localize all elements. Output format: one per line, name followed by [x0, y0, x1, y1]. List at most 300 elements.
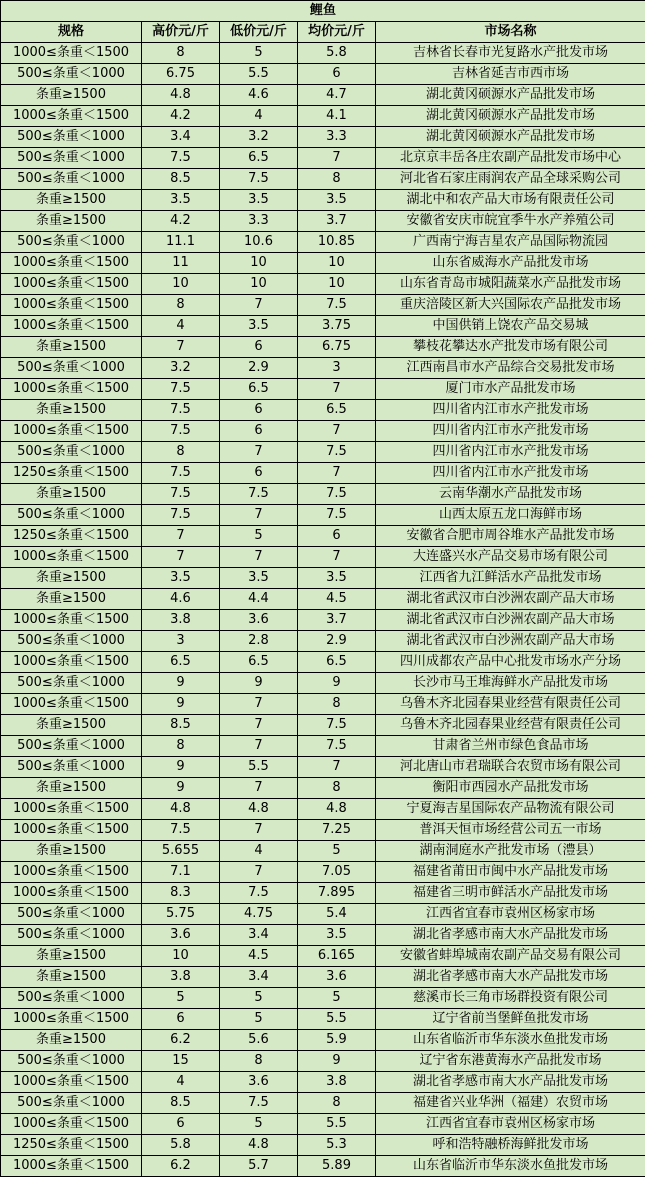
- cell-high-price: 4.2: [142, 106, 220, 127]
- table-row: [1, 526, 645, 547]
- table-row: [1, 190, 645, 211]
- cell-market-name: 江西省宜春市袁州区杨家市场: [376, 904, 645, 925]
- cell-market-name: 湖南洞庭水产批发市场（澧县）: [376, 841, 645, 862]
- cell-low-price: 4.8: [220, 799, 298, 820]
- cell-high-price: 5: [142, 988, 220, 1009]
- cell-market-name: 呼和浩特融桥海鲜批发市场: [376, 1135, 645, 1156]
- cell-high-price: 7: [142, 526, 220, 547]
- table-row: [1, 715, 645, 736]
- cell-high-price: 9: [142, 694, 220, 715]
- cell-market-name: 山东省临沂市华东淡水鱼批发市场: [376, 1030, 645, 1051]
- cell-market-name: 四川省内江市水产批发市场: [376, 400, 645, 421]
- cell-low-price: 8: [220, 1051, 298, 1072]
- cell-low-price: 10: [220, 253, 298, 274]
- cell-low-price: 10: [220, 274, 298, 295]
- cell-avg-price: 3.5: [298, 568, 376, 589]
- cell-spec: 500≤条重＜1000: [1, 127, 142, 148]
- cell-spec: 500≤条重＜1000: [1, 736, 142, 757]
- cell-spec: 500≤条重＜1000: [1, 988, 142, 1009]
- cell-market-name: 湖北中和农产品大市场有限责任公司: [376, 190, 645, 211]
- cell-spec: 条重≥1500: [1, 568, 142, 589]
- cell-avg-price: 7: [298, 463, 376, 484]
- table-row: [1, 988, 645, 1009]
- table-row: [1, 169, 645, 190]
- cell-high-price: 8: [142, 43, 220, 64]
- cell-high-price: 7.5: [142, 463, 220, 484]
- cell-high-price: 4.6: [142, 589, 220, 610]
- cell-avg-price: 7: [298, 757, 376, 778]
- cell-spec: 1000≤条重＜1500: [1, 1156, 142, 1177]
- cell-market-name: 衡阳市西园水产品批发市场: [376, 778, 645, 799]
- table-row: [1, 106, 645, 127]
- table-row: [1, 925, 645, 946]
- table-row: [1, 85, 645, 106]
- header-low-price: 低价元/斤: [220, 22, 298, 43]
- cell-spec: 1000≤条重＜1500: [1, 295, 142, 316]
- cell-high-price: 7: [142, 547, 220, 568]
- cell-market-name: 安徽省安庆市皖宜季牛水产养殖公司: [376, 211, 645, 232]
- cell-spec: 条重≥1500: [1, 85, 142, 106]
- cell-low-price: 7: [220, 778, 298, 799]
- table-row: [1, 1051, 645, 1072]
- cell-high-price: 7.1: [142, 862, 220, 883]
- cell-high-price: 8.3: [142, 883, 220, 904]
- cell-low-price: 4.75: [220, 904, 298, 925]
- header-row: [1, 22, 645, 43]
- cell-avg-price: 2.9: [298, 631, 376, 652]
- cell-spec: 条重≥1500: [1, 211, 142, 232]
- cell-avg-price: 5.9: [298, 1030, 376, 1051]
- cell-high-price: 3.6: [142, 925, 220, 946]
- cell-market-name: 辽宁省东港黄海水产品批发市场: [376, 1051, 645, 1072]
- table-row: [1, 757, 645, 778]
- cell-market-name: 广西南宁海吉星农产品国际物流园: [376, 232, 645, 253]
- cell-spec: 1000≤条重＜1500: [1, 883, 142, 904]
- table-row: [1, 1135, 645, 1156]
- cell-market-name: 厦门市水产品批发市场: [376, 379, 645, 400]
- table-row: [1, 484, 645, 505]
- cell-low-price: 5: [220, 1114, 298, 1135]
- table-row: [1, 820, 645, 841]
- cell-low-price: 3.5: [220, 190, 298, 211]
- cell-market-name: 湖北省孝感市南大水产品批发市场: [376, 967, 645, 988]
- cell-low-price: 3.5: [220, 316, 298, 337]
- cell-spec: 1000≤条重＜1500: [1, 694, 142, 715]
- table-row: [1, 1009, 645, 1030]
- cell-high-price: 7.5: [142, 484, 220, 505]
- cell-low-price: 10.6: [220, 232, 298, 253]
- cell-high-price: 11: [142, 253, 220, 274]
- cell-avg-price: 4.5: [298, 589, 376, 610]
- table-row: [1, 652, 645, 673]
- cell-spec: 条重≥1500: [1, 967, 142, 988]
- cell-low-price: 7.5: [220, 883, 298, 904]
- cell-market-name: 吉林省延吉市西市场: [376, 64, 645, 85]
- cell-spec: 1000≤条重＜1500: [1, 106, 142, 127]
- cell-high-price: 5.8: [142, 1135, 220, 1156]
- cell-spec: 条重≥1500: [1, 841, 142, 862]
- cell-market-name: 辽宁省前当堡鲜鱼批发市场: [376, 1009, 645, 1030]
- cell-spec: 1000≤条重＜1500: [1, 1009, 142, 1030]
- table-row: [1, 1156, 645, 1177]
- table-row: [1, 211, 645, 232]
- table-row: [1, 463, 645, 484]
- table-row: [1, 778, 645, 799]
- cell-avg-price: 6.5: [298, 400, 376, 421]
- cell-low-price: 7.5: [220, 484, 298, 505]
- cell-avg-price: 6.5: [298, 652, 376, 673]
- cell-spec: 500≤条重＜1000: [1, 925, 142, 946]
- cell-market-name: 湖北省武汉市白沙洲农副产品大市场: [376, 610, 645, 631]
- header-avg-price: 均价元/斤: [298, 22, 376, 43]
- cell-low-price: 6: [220, 400, 298, 421]
- table-row: [1, 694, 645, 715]
- cell-low-price: 5.7: [220, 1156, 298, 1177]
- cell-avg-price: 3.5: [298, 190, 376, 211]
- cell-low-price: 3.3: [220, 211, 298, 232]
- header-spec: 规格: [1, 22, 142, 43]
- table-row: [1, 736, 645, 757]
- cell-high-price: 9: [142, 673, 220, 694]
- cell-high-price: 3.8: [142, 610, 220, 631]
- table-row: [1, 1030, 645, 1051]
- table-row: [1, 232, 645, 253]
- cell-avg-price: 7.895: [298, 883, 376, 904]
- cell-high-price: 3.2: [142, 358, 220, 379]
- cell-high-price: 7.5: [142, 505, 220, 526]
- cell-spec: 500≤条重＜1000: [1, 169, 142, 190]
- cell-high-price: 3: [142, 631, 220, 652]
- table-row: [1, 295, 645, 316]
- cell-spec: 1250≤条重＜1500: [1, 1135, 142, 1156]
- cell-market-name: 山东省威海水产品批发市场: [376, 253, 645, 274]
- cell-market-name: 湖北省孝感市南大水产品批发市场: [376, 1072, 645, 1093]
- cell-low-price: 4: [220, 106, 298, 127]
- cell-spec: 1000≤条重＜1500: [1, 316, 142, 337]
- cell-avg-price: 3.6: [298, 967, 376, 988]
- cell-market-name: 福建省莆田市闽中水产品批发市场: [376, 862, 645, 883]
- cell-avg-price: 5: [298, 841, 376, 862]
- cell-high-price: 9: [142, 778, 220, 799]
- cell-low-price: 4.8: [220, 1135, 298, 1156]
- cell-low-price: 7: [220, 547, 298, 568]
- cell-avg-price: 8: [298, 778, 376, 799]
- cell-low-price: 3.4: [220, 925, 298, 946]
- cell-high-price: 3.5: [142, 190, 220, 211]
- cell-avg-price: 10.85: [298, 232, 376, 253]
- cell-low-price: 4.4: [220, 589, 298, 610]
- cell-market-name: 河北省石家庄雨润农产品全球采购公司: [376, 169, 645, 190]
- cell-spec: 1000≤条重＜1500: [1, 421, 142, 442]
- cell-spec: 1000≤条重＜1500: [1, 820, 142, 841]
- cell-spec: 条重≥1500: [1, 715, 142, 736]
- table-row: [1, 64, 645, 85]
- header-market-name: 市场名称: [376, 22, 645, 43]
- cell-market-name: 湖北黄冈硕源水产品批发市场: [376, 127, 645, 148]
- cell-spec: 1000≤条重＜1500: [1, 652, 142, 673]
- cell-low-price: 5: [220, 1009, 298, 1030]
- cell-spec: 1000≤条重＜1500: [1, 1072, 142, 1093]
- cell-avg-price: 5.4: [298, 904, 376, 925]
- cell-avg-price: 7.5: [298, 505, 376, 526]
- cell-high-price: 8.5: [142, 1093, 220, 1114]
- cell-high-price: 6.2: [142, 1030, 220, 1051]
- table-row: [1, 1072, 645, 1093]
- cell-high-price: 10: [142, 946, 220, 967]
- cell-avg-price: 9: [298, 673, 376, 694]
- cell-high-price: 15: [142, 1051, 220, 1072]
- cell-avg-price: 3.75: [298, 316, 376, 337]
- cell-spec: 1000≤条重＜1500: [1, 1114, 142, 1135]
- cell-high-price: 4: [142, 316, 220, 337]
- cell-low-price: 3.6: [220, 610, 298, 631]
- cell-low-price: 2.9: [220, 358, 298, 379]
- cell-spec: 条重≥1500: [1, 946, 142, 967]
- cell-low-price: 5.5: [220, 64, 298, 85]
- cell-market-name: 乌鲁木齐北园春果业经营有限责任公司: [376, 694, 645, 715]
- cell-avg-price: 4.7: [298, 85, 376, 106]
- cell-high-price: 6: [142, 1114, 220, 1135]
- cell-low-price: 6.5: [220, 148, 298, 169]
- cell-market-name: 攀枝花攀达水产批发市场有限公司: [376, 337, 645, 358]
- cell-spec: 500≤条重＜1000: [1, 1093, 142, 1114]
- table-row: [1, 442, 645, 463]
- cell-high-price: 11.1: [142, 232, 220, 253]
- cell-high-price: 5.75: [142, 904, 220, 925]
- cell-high-price: 7: [142, 337, 220, 358]
- cell-avg-price: 7.5: [298, 442, 376, 463]
- cell-spec: 500≤条重＜1000: [1, 631, 142, 652]
- cell-high-price: 7.5: [142, 421, 220, 442]
- cell-avg-price: 3.3: [298, 127, 376, 148]
- cell-low-price: 6: [220, 337, 298, 358]
- cell-spec: 1000≤条重＜1500: [1, 253, 142, 274]
- cell-market-name: 普洱天恒市场经营公司五一市场: [376, 820, 645, 841]
- cell-high-price: 4.8: [142, 85, 220, 106]
- cell-high-price: 8.5: [142, 715, 220, 736]
- cell-avg-price: 5.3: [298, 1135, 376, 1156]
- cell-low-price: 3.6: [220, 1072, 298, 1093]
- cell-spec: 1250≤条重＜1500: [1, 526, 142, 547]
- cell-spec: 条重≥1500: [1, 589, 142, 610]
- cell-avg-price: 8: [298, 169, 376, 190]
- cell-market-name: 江西南昌市水产品综合交易批发市场: [376, 358, 645, 379]
- cell-high-price: 8.5: [142, 169, 220, 190]
- cell-high-price: 4: [142, 1072, 220, 1093]
- table-row: [1, 547, 645, 568]
- cell-avg-price: 7.05: [298, 862, 376, 883]
- cell-avg-price: 10: [298, 274, 376, 295]
- cell-high-price: 3.4: [142, 127, 220, 148]
- cell-low-price: 4.5: [220, 946, 298, 967]
- cell-spec: 条重≥1500: [1, 337, 142, 358]
- cell-spec: 1000≤条重＜1500: [1, 274, 142, 295]
- cell-low-price: 3.4: [220, 967, 298, 988]
- cell-market-name: 长沙市马王堆海鲜水产品批发市场: [376, 673, 645, 694]
- cell-spec: 500≤条重＜1000: [1, 232, 142, 253]
- cell-avg-price: 5.89: [298, 1156, 376, 1177]
- cell-low-price: 7: [220, 295, 298, 316]
- cell-avg-price: 7: [298, 148, 376, 169]
- header-high-price: 高价元/斤: [142, 22, 220, 43]
- cell-high-price: 8: [142, 295, 220, 316]
- cell-market-name: 四川省内江市水产批发市场: [376, 463, 645, 484]
- table-row: [1, 505, 645, 526]
- table-row: [1, 967, 645, 988]
- cell-market-name: 湖北省孝感市南大水产品批发市场: [376, 925, 645, 946]
- cell-avg-price: 8: [298, 694, 376, 715]
- table-row: [1, 400, 645, 421]
- cell-avg-price: 7.5: [298, 736, 376, 757]
- table-row: [1, 841, 645, 862]
- cell-high-price: 8: [142, 442, 220, 463]
- cell-spec: 500≤条重＜1000: [1, 64, 142, 85]
- cell-avg-price: 7: [298, 547, 376, 568]
- cell-high-price: 4.2: [142, 211, 220, 232]
- table-row: [1, 379, 645, 400]
- title-row: [1, 1, 645, 22]
- cell-spec: 1000≤条重＜1500: [1, 547, 142, 568]
- cell-spec: 条重≥1500: [1, 778, 142, 799]
- cell-avg-price: 7.5: [298, 295, 376, 316]
- cell-market-name: 慈溪市长三角市场群投资有限公司: [376, 988, 645, 1009]
- cell-low-price: 6: [220, 463, 298, 484]
- table-row: [1, 589, 645, 610]
- cell-avg-price: 6: [298, 526, 376, 547]
- cell-market-name: 湖北黄冈硕源水产品批发市场: [376, 106, 645, 127]
- cell-market-name: 四川成都农产品中心批发市场水产分场: [376, 652, 645, 673]
- table-row: [1, 1114, 645, 1135]
- cell-avg-price: 7.25: [298, 820, 376, 841]
- cell-low-price: 7.5: [220, 169, 298, 190]
- cell-spec: 500≤条重＜1000: [1, 358, 142, 379]
- cell-low-price: 4: [220, 841, 298, 862]
- cell-avg-price: 3.8: [298, 1072, 376, 1093]
- table-row: [1, 148, 645, 169]
- cell-spec: 500≤条重＜1000: [1, 1051, 142, 1072]
- table-row: [1, 862, 645, 883]
- cell-high-price: 7.5: [142, 400, 220, 421]
- cell-avg-price: 7.5: [298, 715, 376, 736]
- cell-avg-price: 5.8: [298, 43, 376, 64]
- cell-market-name: 福建省兴业华洲（福建）农贸市场: [376, 1093, 645, 1114]
- table-row: [1, 946, 645, 967]
- cell-low-price: 9: [220, 673, 298, 694]
- cell-avg-price: 7: [298, 421, 376, 442]
- cell-high-price: 8: [142, 736, 220, 757]
- table-row: [1, 127, 645, 148]
- cell-spec: 500≤条重＜1000: [1, 148, 142, 169]
- cell-low-price: 5.5: [220, 757, 298, 778]
- cell-avg-price: 6: [298, 64, 376, 85]
- cell-market-name: 福建省三明市鲜活水产品批发市场: [376, 883, 645, 904]
- cell-avg-price: 4.1: [298, 106, 376, 127]
- cell-market-name: 四川省内江市水产批发市场: [376, 442, 645, 463]
- cell-market-name: 江西省宜春市袁州区杨家市场: [376, 1114, 645, 1135]
- cell-low-price: 5: [220, 988, 298, 1009]
- cell-spec: 1000≤条重＜1500: [1, 862, 142, 883]
- cell-spec: 500≤条重＜1000: [1, 757, 142, 778]
- cell-market-name: 宁夏海吉星国际农产品物流有限公司: [376, 799, 645, 820]
- cell-spec: 1000≤条重＜1500: [1, 799, 142, 820]
- cell-market-name: 四川省内江市水产批发市场: [376, 421, 645, 442]
- cell-low-price: 7: [220, 820, 298, 841]
- cell-spec: 500≤条重＜1000: [1, 904, 142, 925]
- cell-market-name: 山东省临沂市华东淡水鱼批发市场: [376, 1156, 645, 1177]
- cell-low-price: 7: [220, 442, 298, 463]
- table-row: [1, 337, 645, 358]
- cell-market-name: 吉林省长春市光复路水产批发市场: [376, 43, 645, 64]
- cell-low-price: 5: [220, 526, 298, 547]
- cell-low-price: 5.6: [220, 1030, 298, 1051]
- cell-avg-price: 7.5: [298, 484, 376, 505]
- table-row: [1, 253, 645, 274]
- cell-market-name: 乌鲁木齐北园春果业经营有限责任公司: [376, 715, 645, 736]
- cell-market-name: 中国供销上饶农产品交易城: [376, 316, 645, 337]
- cell-high-price: 6: [142, 1009, 220, 1030]
- cell-market-name: 河北唐山市君瑞联合农贸市场有限公司: [376, 757, 645, 778]
- cell-low-price: 7: [220, 505, 298, 526]
- cell-avg-price: 6.165: [298, 946, 376, 967]
- cell-market-name: 山东省青岛市城阳蔬菜水产品批发市场: [376, 274, 645, 295]
- cell-market-name: 甘肃省兰州市绿色食品市场: [376, 736, 645, 757]
- cell-high-price: 6.5: [142, 652, 220, 673]
- table-row: [1, 883, 645, 904]
- cell-market-name: 湖北省武汉市白沙洲农副产品大市场: [376, 589, 645, 610]
- cell-market-name: 北京京丰岳各庄农副产品批发市场中心: [376, 148, 645, 169]
- cell-low-price: 7: [220, 862, 298, 883]
- cell-avg-price: 10: [298, 253, 376, 274]
- table-body: [1, 43, 645, 1177]
- cell-spec: 500≤条重＜1000: [1, 442, 142, 463]
- cell-high-price: 3.5: [142, 568, 220, 589]
- cell-high-price: 4.8: [142, 799, 220, 820]
- table-row: [1, 316, 645, 337]
- table-row: [1, 358, 645, 379]
- cell-low-price: 6.5: [220, 652, 298, 673]
- table-row: [1, 799, 645, 820]
- cell-low-price: 7: [220, 715, 298, 736]
- table-row: [1, 43, 645, 64]
- cell-avg-price: 4.8: [298, 799, 376, 820]
- table-row: [1, 274, 645, 295]
- table-row: [1, 673, 645, 694]
- cell-avg-price: 3.7: [298, 610, 376, 631]
- table-row: [1, 1093, 645, 1114]
- table-row: [1, 904, 645, 925]
- cell-spec: 500≤条重＜1000: [1, 505, 142, 526]
- cell-high-price: 10: [142, 274, 220, 295]
- cell-spec: 条重≥1500: [1, 484, 142, 505]
- table-row: [1, 421, 645, 442]
- cell-market-name: 安徽省蚌埠城南农副产品交易有限公司: [376, 946, 645, 967]
- cell-market-name: 湖北省武汉市白沙洲农副产品大市场: [376, 631, 645, 652]
- cell-spec: 1000≤条重＜1500: [1, 43, 142, 64]
- cell-avg-price: 3.7: [298, 211, 376, 232]
- cell-avg-price: 8: [298, 1093, 376, 1114]
- cell-market-name: 安徽省合肥市周谷堆水产品批发市场: [376, 526, 645, 547]
- cell-low-price: 3.5: [220, 568, 298, 589]
- cell-spec: 条重≥1500: [1, 190, 142, 211]
- cell-high-price: 7.5: [142, 379, 220, 400]
- cell-high-price: 6.2: [142, 1156, 220, 1177]
- cell-high-price: 6.75: [142, 64, 220, 85]
- table-row: [1, 631, 645, 652]
- cell-avg-price: 7: [298, 379, 376, 400]
- cell-spec: 1000≤条重＜1500: [1, 610, 142, 631]
- cell-low-price: 5: [220, 43, 298, 64]
- cell-market-name: 大连盛兴水产品交易市场有限公司: [376, 547, 645, 568]
